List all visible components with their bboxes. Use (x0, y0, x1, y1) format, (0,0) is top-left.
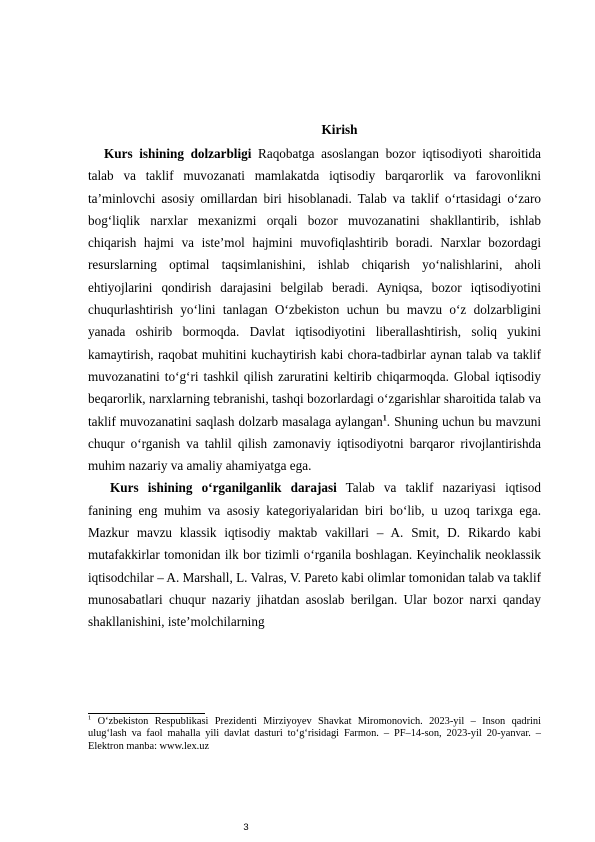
section-heading: Kirish (321, 122, 358, 137)
paragraph-study-degree (88, 477, 541, 633)
footnote-separator (88, 713, 205, 714)
paragraph-relevance (88, 143, 541, 477)
paragraph-text-continued: . Shuning uchun bu mavzuni chuqur o‘rganish va tahlil qilish zamonaviy iqtisodiyotni barqaror rivojlantirishda muhim nazariy va amaliy ahamiyatga ega. (88, 413, 541, 474)
paragraph-lead-study-degree: Kurs ishining o‘rganilganlik darajasi (110, 480, 337, 496)
footnote-text: O‘zbekiston Respublikasi Prezidenti Mirziyoyev Shavkat Miromonovich. 2023-yil – Inson qadrini ulug‘lash va faol mahalla yili davlat dasturi to‘g‘risidagi Farmon. – PF–14-son, 2023-yil 20-yanvar. – Elektron manba: www.lex.uz (88, 716, 541, 752)
footnote (88, 716, 541, 753)
page-body (88, 120, 541, 634)
paragraph-lead-relevance: Kurs ishining dolzarbligi (104, 146, 252, 161)
footnote-reference[interactable]: 1 (382, 413, 387, 423)
paragraph-text: Raqobatga asoslangan bozor iqtisodiyoti sharoitida talab va taklif muvozanati mamlakatda iqtisodiy barqarorlik va farovonlikni ta’minlovchi asosiy omillardan biri hisoblanadi. Talab va taklif o‘rtasidagi o‘zaro bog‘liqlik narxlar mexanizmi orqali bozor muvozanatini shakllantirib, ishlab chiqarish hajmi va iste’mol hajmini muvofiqlashtirib boradi. Narxlar bozordagi resurslarning optimal taqsimlanishini, ishlab chiqarish yo‘nalishlarini, aholi ehtiyojlarini qondirish darajasini belgilab beradi. Ayniqsa, bozor iqtisodiyotini chuqurlashtirish yo‘lini tanlagan O‘zbekiston uchun bu mavzu o‘z dolzarbligini yanada oshirib bormoqda. Davlat iqtisodiyotini liberallashtirish, soliq yukini kamaytirish, raqobat muhitini kuchaytirish kabi chora-tadbirlar aynan talab va taklif muvozanatini to‘g‘ri tashkil qilish zaruratini keltirib chiqarmoqda. Global iqtisodiy beqarorlik, narxlarning tebranishi, tashqi bozorlardagi o‘zgarishlar sharoitida talab va taklif muvozanatini saqlash dolzarb masalaga aylangan (88, 146, 541, 429)
page-number: 3 (243, 822, 249, 833)
paragraph-text: Talab va taklif nazariyasi iqtisod fanining eng muhim va asosiy kategoriyalaridan biri bo‘lib, u uzoq tarixga ega. Mazkur mavzu klassik iqtisodiy maktab vakillari – A. Smit, D. Rikardo kabi mutafakkirlar tomonidan ilk bor tizimli o‘rganila boshlagan. Keyinchalik neoklassik iqtisodchilar – A. Marshall, L. Valras, V. Pareto kabi olimlar tomonidan talab va taklif munosabatlari chuqur nazariy jihatdan asoslab berilgan. Ular bozor narxi qanday shakllanishini, iste’molchilarning (88, 480, 541, 630)
footnote-number: 1 (88, 714, 92, 722)
